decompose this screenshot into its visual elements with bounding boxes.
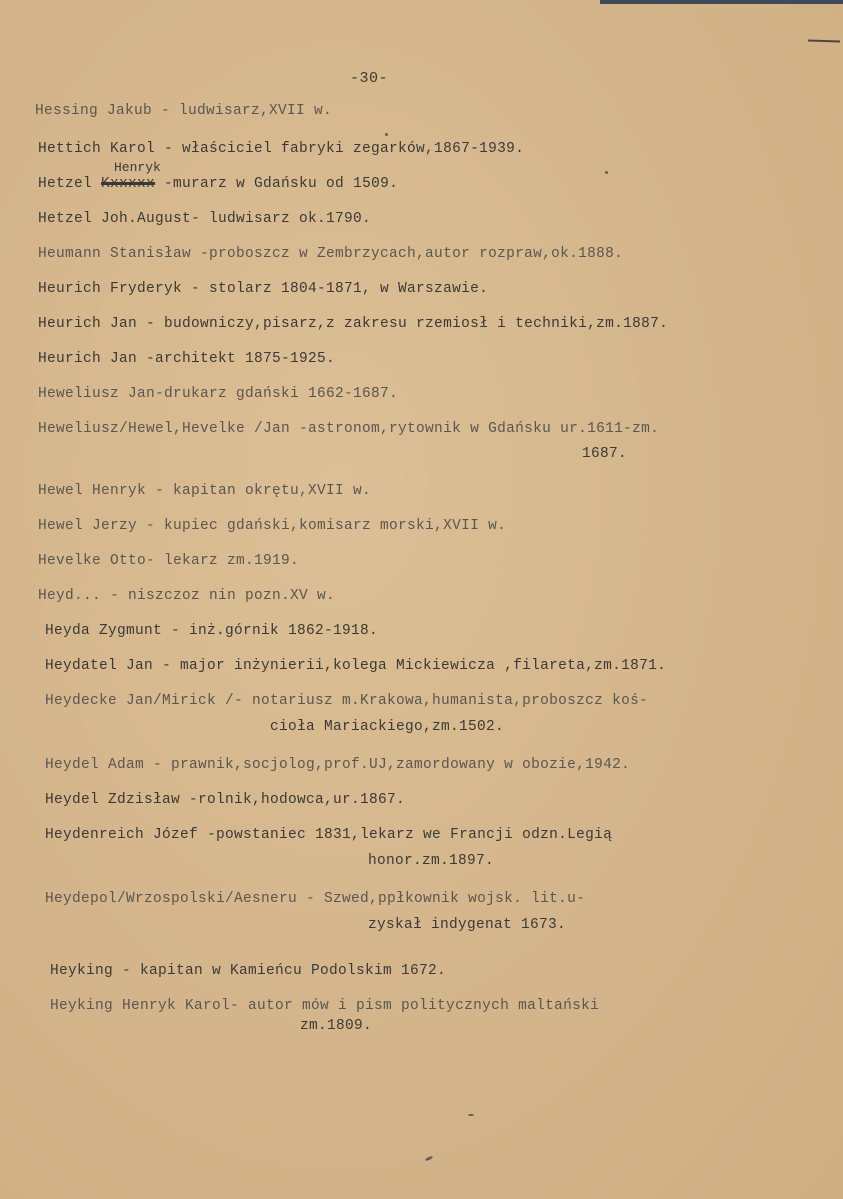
entry-6: Heurich Fryderyk - stolarz 1804-1871, w Warszawie. — [38, 281, 489, 297]
entry-17-continuation: cioła Mariackiego,zm.1502. — [270, 719, 505, 735]
entry-3-prefix: Hetzel — [38, 176, 102, 192]
entry-22: Heyking - kapitan w Kamieńcu Podolskim 1672. — [50, 963, 447, 979]
entry-13: Hevelke Otto- lekarz zm.1919. — [38, 553, 300, 569]
entry-18: Heydel Adam - prawnik,socjolog,prof.UJ,zamordowany w obozie,1942. — [45, 757, 631, 773]
handwritten-insertion: Henryk — [114, 160, 161, 175]
entry-20: Heydenreich Józef -powstaniec 1831,lekarz we Francji odzn.Legią — [45, 827, 613, 843]
entry-19: Heydel Zdzisław -rolnik,hodowca,ur.1867. — [45, 792, 406, 808]
entry-16: Heydatel Jan - major inżynierii,kolega Mickiewicza ,filareta,zm.1871. — [45, 658, 667, 674]
entry-10: Heweliusz/Hewel,Hevelke /Jan -astronom,rytownik w Gdańsku ur.1611-zm. — [38, 421, 660, 437]
entry-11: Hewel Henryk - kapitan okrętu,XVII w. — [38, 483, 372, 499]
entry-20-continuation: honor.zm.1897. — [368, 853, 495, 869]
entry-8: Heurich Jan -architekt 1875-1925. — [38, 351, 336, 367]
paper-speck — [468, 1114, 474, 1116]
page-number: -30- — [350, 70, 389, 87]
entry-5: Heumann Stanisław -proboszcz w Zembrzycach,autor rozpraw,ok.1888. — [38, 246, 624, 262]
scan-edge — [600, 0, 843, 4]
entry-23: Heyking Henryk Karol- autor mów i pism politycznych maltański — [50, 998, 600, 1014]
entry-9: Heweliusz Jan-drukarz gdański 1662-1687. — [38, 386, 399, 402]
struck-word: Kxxxxx — [101, 176, 156, 192]
entry-12: Hewel Jerzy - kupiec gdański,komisarz morski,XVII w. — [38, 518, 507, 534]
entry-14: Heyd... - niszczoz nin pozn.XV w. — [38, 588, 336, 604]
pen-mark — [808, 39, 840, 42]
entry-21: Heydepol/Wrzospolski/Aesneru - Szwed,ppłkownik wojsk. lit.u- — [45, 891, 586, 907]
entry-23-continuation: zm.1809. — [300, 1018, 373, 1034]
paper-speck — [385, 133, 388, 136]
paper-speck — [605, 171, 608, 174]
entry-2: Hettich Karol - właściciel fabryki zegarków,1867-1939. — [38, 141, 525, 157]
entry-17: Heydecke Jan/Mirick /- notariusz m.Krakowa,humanista,proboszcz koś- — [45, 693, 649, 709]
entry-7: Heurich Jan - budowniczy,pisarz,z zakresu rzemiosł i techniki,zm.1887. — [38, 316, 669, 332]
entry-4: Hetzel Joh.August- ludwisarz ok.1790. — [38, 211, 372, 227]
entry-1: Hessing Jakub - ludwisarz,XVII w. — [35, 103, 333, 119]
paper-speck — [425, 1155, 434, 1161]
entry-3 — [38, 176, 398, 192]
entry-10-continuation: 1687. — [582, 446, 628, 462]
entry-21-continuation: zyskał indygenat 1673. — [368, 917, 567, 933]
entry-15: Heyda Zygmunt - inż.górnik 1862-1918. — [45, 623, 379, 639]
entry-3-suffix: -murarz w Gdańsku od 1509. — [155, 176, 399, 192]
